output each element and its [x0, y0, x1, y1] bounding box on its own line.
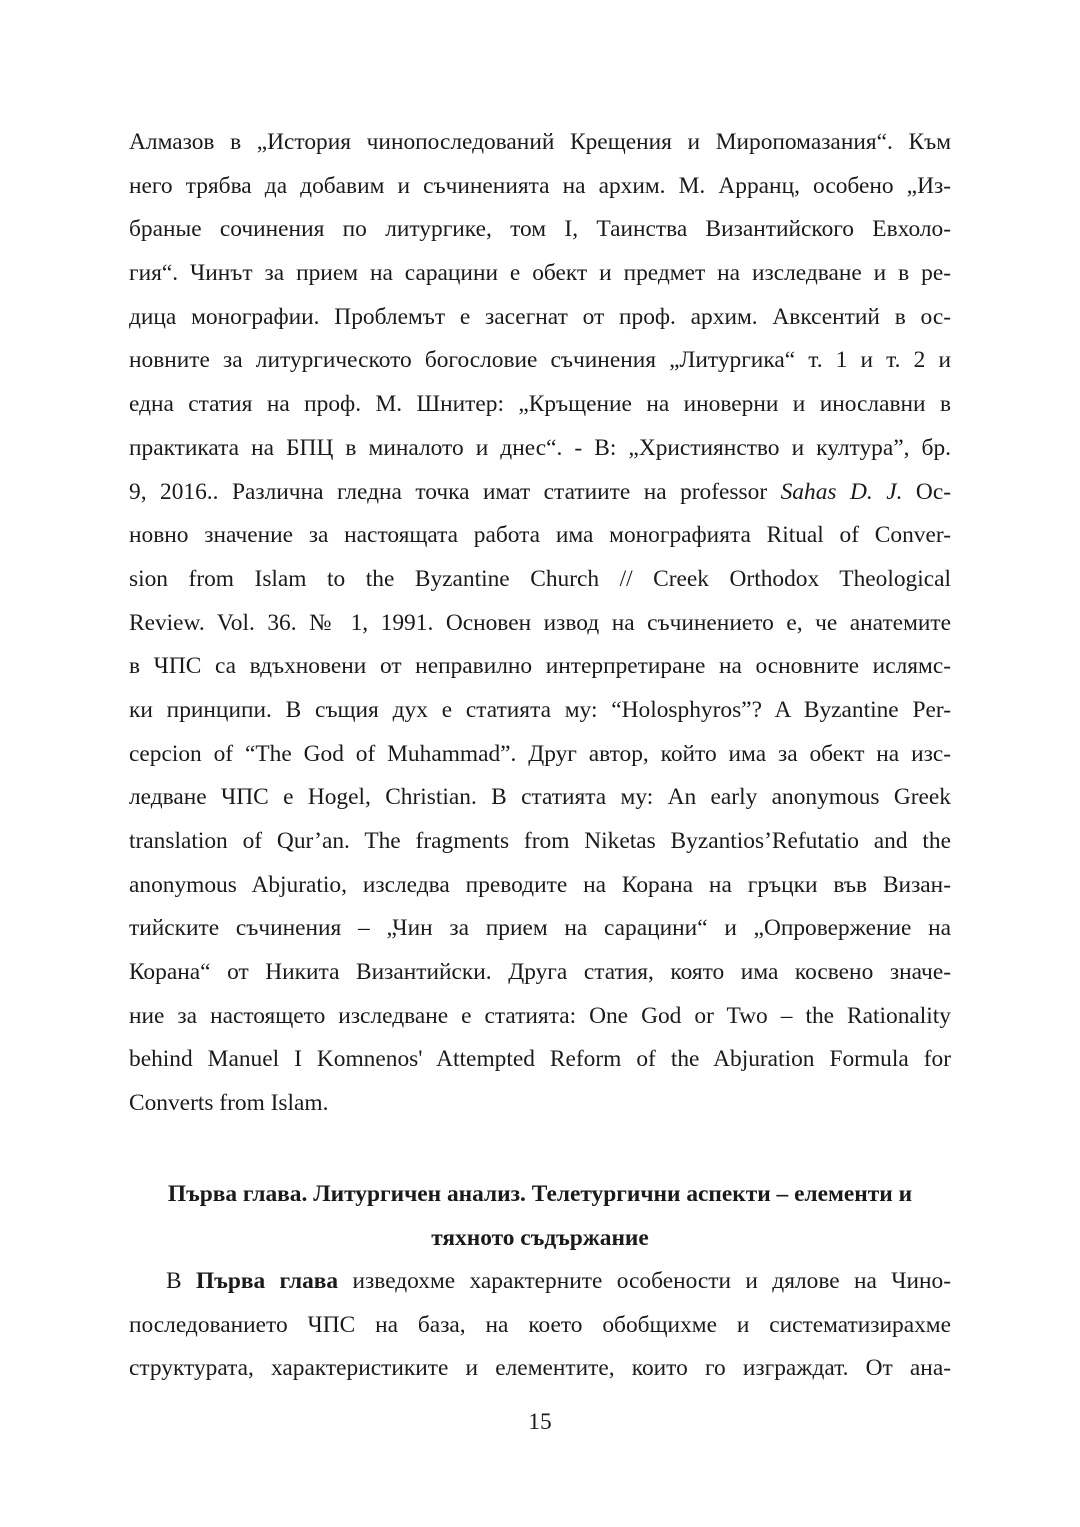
text-line: ние за настоящето изследване е статията: One God or Two – the Rationality [129, 1002, 951, 1029]
text-line: дица монографии. Проблемът е засегнат от проф. архим. Авксентий в ос- [129, 303, 951, 330]
text-run: В [166, 1268, 196, 1294]
italic-author-name: Sahas D. J. [780, 478, 903, 505]
text-line: последованието ЧПС на база, на което обобщихме и систематизирахме [129, 1311, 951, 1338]
chapter-heading [129, 1172, 951, 1260]
heading-line: Първа глава. Литургичен анализ. Телетургични аспекти – елементи и [167, 1181, 913, 1207]
text-line: в ЧПС са вдъхновени от неправилно интерпретиране на основните ислямс- [129, 653, 951, 680]
text-line: behind Manuel I Komnenos' Attempted Reform of the Abjuration Formula for [129, 1046, 951, 1073]
text-line: anonymous Abjuratio, изследва преводите на Корана на гръцки във Визан- [129, 871, 951, 898]
text-line: него трябва да добавим и съчиненията на архим. М. Арранц, особено „Из- [129, 172, 951, 199]
text-line: translation of Qur’an. The fragments from Niketas Byzantios’Refutatio and the [129, 828, 951, 854]
text-line: Корана“ от Никита Византийски. Друга статия, която има косвено значе- [129, 959, 951, 986]
text-run: изведохме характерните особености и дялове на Чино- [338, 1268, 952, 1294]
text-line: практиката на БПЦ в миналото и днес“. - В: „Християнство и култура”, бр. [129, 434, 951, 461]
text-line: sion from Islam to the Byzantine Church // Creek Orthodox Theological [129, 565, 951, 592]
heading-line: тяхното съдържание [431, 1225, 649, 1251]
text-line: новните за литургическото богословие съчинения „Литургика“ т. 1 и т. 2 и [129, 347, 951, 374]
text-line: тийските съчинения – „Чин за прием на сарацини“ и „Опровержение на [129, 915, 951, 942]
text-line: браные сочинения по литургике, том I, Таинства Византийского Евхоло- [129, 216, 951, 243]
text-line: една статия на проф. М. Шнитер: „Кръщение на иноверни и инославни в [129, 391, 951, 418]
text-run: 9, 2016.. Различна гледна точка имат статиите на professor [129, 478, 781, 505]
text-line: Converts from Islam. [129, 1090, 329, 1117]
page-number: 15 [528, 1409, 552, 1435]
text-line: гия“. Чинът за прием на сарацини е обект и предмет на изследване и в ре- [129, 260, 951, 287]
text-line: Review. Vol. 36. № 1, 1991. Основен извод на съчинението е, че анатемите [129, 609, 951, 636]
text-line: cepcion of “The God of Muhammad”. Друг автор, който има за обект на изс- [129, 740, 951, 767]
text-line [129, 1260, 951, 1304]
text-line: структурата, характеристиките и елементите, които го изграждат. От ана- [129, 1355, 951, 1382]
text-line: ледване ЧПС е Hogel, Christian. В статията му: An early anonymous Greek [129, 784, 951, 811]
body-paragraph-1 [129, 121, 951, 1126]
body-paragraph-2 [129, 1260, 951, 1391]
text-line: Алмазов в „История чинопоследований Крещения и Миропомазания“. Към [129, 129, 951, 155]
text-line [129, 471, 951, 515]
text-line: ки принципи. В същия дух е статията му: “Holosphyros”? A Byzantine Per- [129, 696, 951, 723]
bold-chapter-ref: Първа глава [196, 1268, 339, 1294]
text-line: новно значение за настоящата работа има монографията Ritual of Conver- [129, 522, 951, 549]
text-run: Ос- [902, 478, 951, 505]
